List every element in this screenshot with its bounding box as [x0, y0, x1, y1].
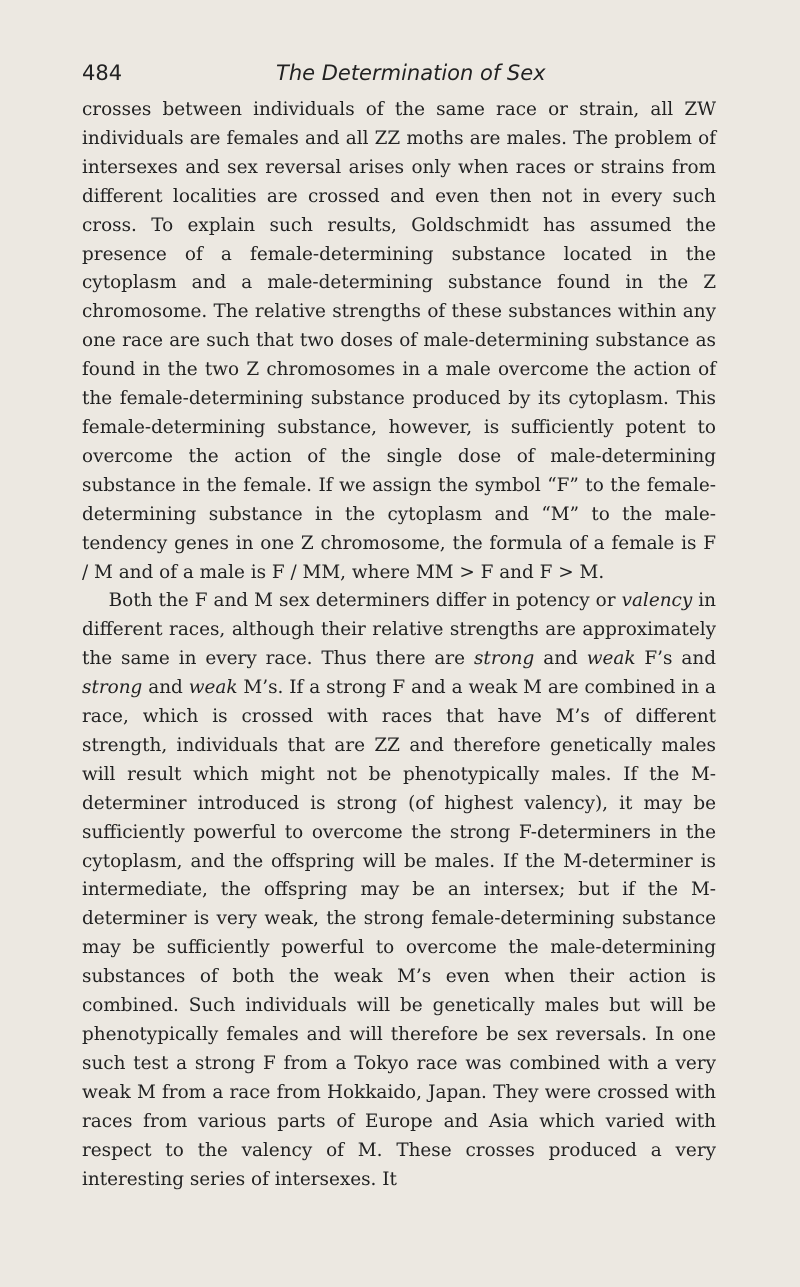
italic-text: strong [473, 648, 535, 670]
italic-text: valency [621, 590, 693, 612]
italic-text: weak [586, 648, 636, 670]
body-text [82, 96, 716, 1194]
italic-text: weak [188, 677, 238, 699]
page-number: 484 [82, 61, 123, 85]
text-run: M’s. If a strong F and a weak M are combined in a race, which is crossed with races that have M’s of different strength, individuals that are ZZ and therefore genetically males will result which might not be phenotypically males. If the M-determiner introduced is strong (of highest valency), it may be sufficiently powerful to overcome the strong F-determiners in the cytoplasm, and the offspring will be males. If the M-determiner is intermediate, the offspring may be an intersex; but if the M-determiner is very weak, the strong female-determining substance may be sufficiently powerful to overcome the male-determining substances of both the weak M’s even when their action is combined. Such individuals will be genetically males but will be phenotypically females and will therefore be sex reversals. In one such test a strong F from a Tokyo race was combined with a very weak M from a race from Hokkaido, Japan. They were crossed with races from various parts of Europe and Asia which varied with respect to the valency of M. These crosses produced a very interesting series of intersexes. It [82, 677, 716, 1190]
text-run: F’s and [635, 648, 716, 670]
italic-text: strong [82, 677, 143, 699]
text-run: in different races, although their relative strengths are approximately the same in every race. Thus there are [82, 590, 717, 670]
paragraph [82, 587, 716, 1194]
text-run: and [534, 648, 587, 670]
text-run: crosses between individuals of the same race or strain, all ZW individuals are females and all ZZ moths are males. The problem of intersexes and sex reversal arises only when races or strains from different localities are crossed and even then not in every such cross. To explain such results, Goldschmidt has assumed the presence of a female-determining substance located in the cytoplasm and a male-determining substance found in the Z chromosome. The relative strengths of these substances within any one race are such that two doses of male-determining substance as found in the two Z chromosomes in a male overcome the action of the female-determining substance produced by its cytoplasm. This female-determining substance, however, is sufficiently potent to overcome the action of the single dose of male-determining substance in the female. If we assign the symbol “F” to the female-determining substance in the cytoplasm and “M” to the male-tendency genes in one Z chromosome, the formula of a female is F / M and of a male is F / MM, where MM > F and F > M. [82, 99, 716, 583]
running-title: The Determination of Sex [276, 61, 546, 85]
text-run: Both the F and M sex determiners differ in potency or [108, 590, 622, 612]
paragraph [82, 96, 716, 587]
text-run: and [142, 677, 189, 699]
page-header [82, 58, 722, 88]
